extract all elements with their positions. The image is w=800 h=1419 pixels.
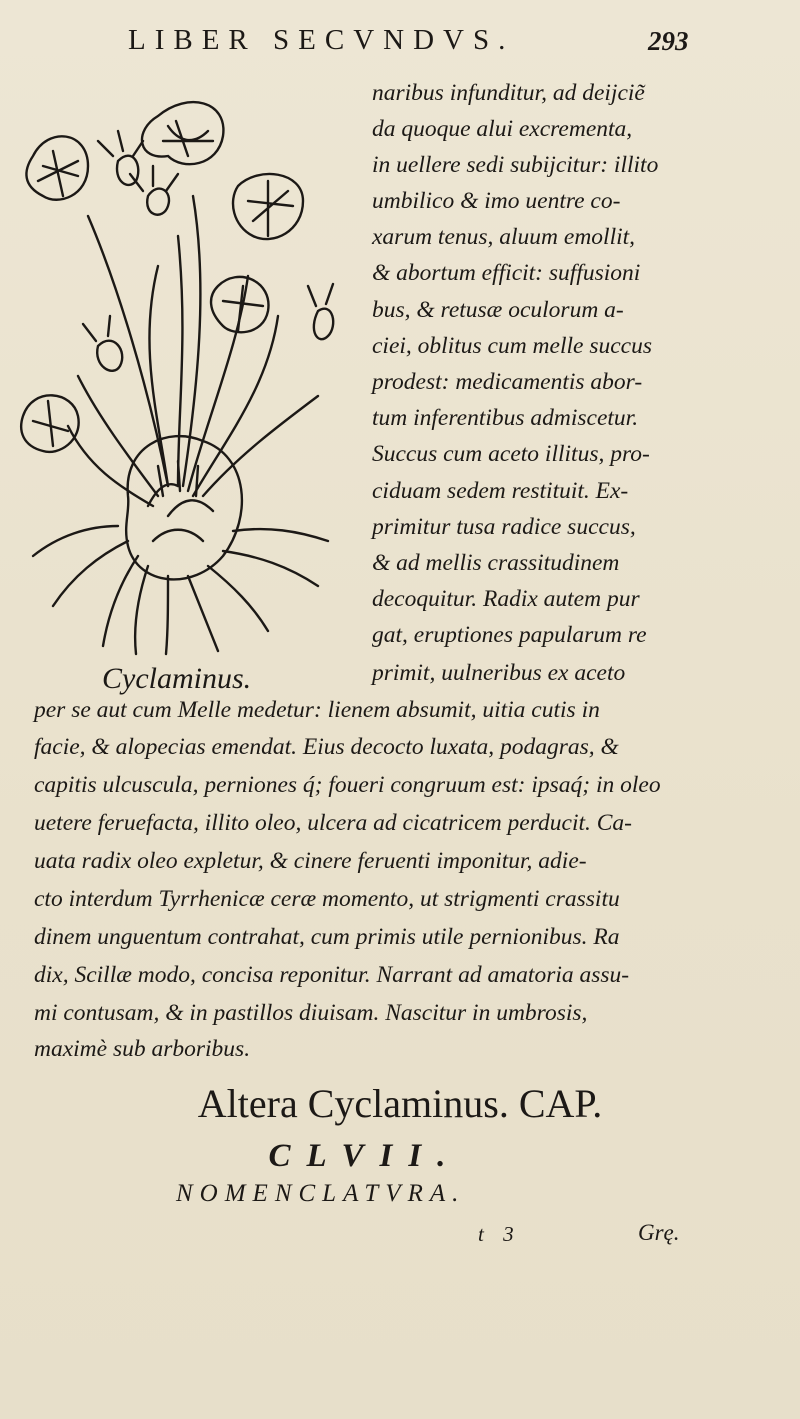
text-line: facie, & alopecias emendat. Eius decocto luxata, podagras, & — [34, 734, 619, 760]
catchword: Grę. — [638, 1220, 680, 1245]
text-line: naribus infunditur, ad deijcie͂ — [372, 80, 645, 106]
text-line: bus, & retusæ oculorum a- — [372, 297, 624, 323]
running-head: LIBER SECVNDVS. — [128, 24, 515, 56]
text-line: prodest: medicamentis abor- — [372, 369, 643, 395]
text-line: tum inferentibus admiscetur. — [372, 405, 639, 431]
chapter-number: CLVII. — [268, 1138, 462, 1174]
plate-caption: Cyclaminus. — [102, 662, 252, 695]
text-line: maximè sub arboribus. — [34, 1036, 251, 1062]
chapter-title: Altera Cyclaminus. CAP. — [197, 1081, 603, 1126]
text-line: uata radix oleo expletur, & cinere feruenti imponitur, adie- — [34, 848, 587, 874]
text-line: capitis ulcuscula, perniones q́; foueri congruum est: ipsaq́; in oleo — [34, 772, 661, 798]
text-line: da quoque alui excrementa, — [372, 116, 633, 142]
cyclamen-woodcut-illustration — [18, 86, 340, 656]
text-line: primitur tusa radice succus, — [372, 514, 636, 540]
text-line: per se aut cum Melle medetur: lienem absumit, uitia cutis in — [34, 697, 600, 723]
signature-mark: t 3 — [478, 1222, 514, 1246]
text-line: & ad mellis crassitudinem — [372, 550, 620, 576]
text-line: cto interdum Tyrrhenicæ ceræ momento, ut strigmenti crassitu — [34, 886, 620, 912]
text-line: uetere feruefacta, illito oleo, ulcera ad cicatricem perducit. Ca- — [34, 810, 632, 836]
text-line: decoquitur. Radix autem pur — [372, 586, 640, 612]
text-line: dinem unguentum contrahat, cum primis utile pernionibus. Ra — [34, 924, 620, 950]
text-line: primit, uulneribus ex aceto — [372, 660, 626, 686]
page-number: 293 — [648, 26, 689, 56]
text-line: mi contusam, & in pastillos diuisam. Nascitur in umbrosis, — [34, 1000, 588, 1026]
text-line: in uellere sedi subijcitur: illito — [372, 152, 659, 178]
text-line: & abortum efficit: suffusioni — [372, 260, 641, 286]
text-line: umbilico & imo uentre co- — [372, 188, 621, 214]
section-heading: NOMENCLATVRA. — [176, 1180, 466, 1207]
text-line: ciei, oblitus cum melle succus — [372, 333, 652, 359]
text-line: xarum tenus, aluum emollit, — [372, 224, 636, 250]
text-line: gat, eruptiones papularum re — [372, 622, 647, 648]
text-line: dix, Scillæ modo, concisa reponitur. Narrant ad amatoria assu- — [34, 962, 630, 988]
text-line: Succus cum aceto illitus, pro- — [372, 441, 650, 467]
text-line: ciduam sedem restituit. Ex- — [372, 478, 629, 504]
